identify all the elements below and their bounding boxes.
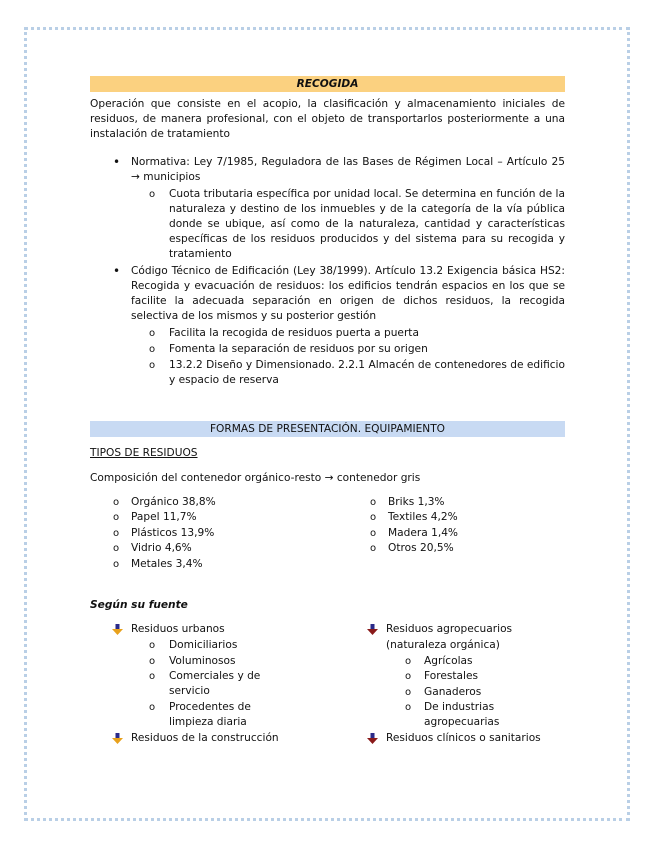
bullet-dot: • <box>113 155 121 169</box>
fuente-heading: Según su fuente <box>90 599 188 611</box>
circle-bullet: o <box>113 528 120 539</box>
circle-bullet: o <box>149 671 156 682</box>
list-item: De industrias agropecuarias <box>424 701 500 728</box>
circle-bullet: o <box>149 360 156 371</box>
urbanos-label: Residuos urbanos <box>131 623 225 635</box>
circle-bullet: o <box>405 656 412 667</box>
recogida-heading: RECOGIDA <box>90 76 565 92</box>
circle-bullet: o <box>370 543 377 554</box>
list-item: Orgánico 38,8% <box>131 496 216 508</box>
circle-bullet: o <box>113 559 120 570</box>
list-item: Procedentes de limpieza diaria <box>169 701 251 728</box>
circle-bullet: o <box>370 497 377 508</box>
list-item: Textiles 4,2% <box>388 511 458 523</box>
list-item: Voluminosos <box>169 655 236 667</box>
circle-bullet: o <box>149 702 156 713</box>
diseno-item: 13.2.2 Diseño y Dimensionado. 2.2.1 Almacén de contenedores de edificio y espacio de reserva <box>169 359 565 386</box>
circle-bullet: o <box>370 512 377 523</box>
arrow-down-icon <box>367 624 378 635</box>
list-item: Agrícolas <box>424 655 473 667</box>
circle-bullet: o <box>149 344 156 355</box>
list-item: Comerciales y de servicio <box>169 670 261 697</box>
normativa-item: Normativa: Ley 7/1985, Reguladora de las Bases de Régimen Local – Artículo 25 → municipios <box>131 156 565 183</box>
circle-bullet: o <box>405 687 412 698</box>
circle-bullet: o <box>149 328 156 339</box>
bullet-dot: • <box>113 264 121 278</box>
arrow-down-icon <box>112 733 123 744</box>
arrow-down-icon <box>367 733 378 744</box>
circle-bullet: o <box>370 528 377 539</box>
circle-bullet: o <box>113 512 120 523</box>
agro-label-line2: (naturaleza orgánica) <box>386 639 500 651</box>
tipos-subheading: TIPOS DE RESIDUOS <box>90 447 198 459</box>
circle-bullet: o <box>405 671 412 682</box>
circle-bullet: o <box>405 702 412 713</box>
recogida-intro: Operación que consiste en el acopio, la clasificación y almacenamiento iniciales de residuos, de manera profesional, con el objeto de transportarlos posteriormente a una instalación de tratamiento <box>90 98 565 140</box>
circle-bullet: o <box>149 189 156 200</box>
list-item: Vidrio 4,6% <box>131 542 192 554</box>
list-item: Papel 11,7% <box>131 511 197 523</box>
list-item: Metales 3,4% <box>131 558 203 570</box>
arrow-down-icon <box>112 624 123 635</box>
circle-bullet: o <box>113 497 120 508</box>
list-item: Plásticos 13,9% <box>131 527 215 539</box>
list-item: Forestales <box>424 670 478 682</box>
circle-bullet: o <box>113 543 120 554</box>
circle-bullet: o <box>149 640 156 651</box>
codigo-tecnico-item: Código Técnico de Edificación (Ley 38/1999). Artículo 13.2 Exigencia básica HS2: Recogida y evacuación de residuos: los edificios tendrán espacios en los que se facilite la adecuada separación en origen de dichos residuos, la recogida selectiva de los mismos y su posterior gestión <box>131 265 565 322</box>
circle-bullet: o <box>149 656 156 667</box>
agro-label-line1: Residuos agropecuarios <box>386 623 513 635</box>
fomenta-item: Fomenta la separación de residuos por su origen <box>169 343 428 355</box>
clinicos-label: Residuos clínicos o sanitarios <box>386 732 541 744</box>
list-item: Briks 1,3% <box>388 496 445 508</box>
list-item: Otros 20,5% <box>388 542 454 554</box>
list-item: Domiciliarios <box>169 639 238 651</box>
list-item: Ganaderos <box>424 686 482 698</box>
construccion-label: Residuos de la construcción <box>131 732 279 744</box>
list-item: Madera 1,4% <box>388 527 459 539</box>
cuota-item: Cuota tributaria específica por unidad local. Se determina en función de la naturaleza y destino de los inmuebles y de la categoría de la vía pública donde se ubique, así como de la naturaleza, cantidad y características específicas de los residuos producidos y del sistema para su recogida y tratamiento <box>169 188 565 260</box>
composition-line: Composición del contenedor orgánico-resto → contenedor gris <box>90 472 421 484</box>
formas-heading: FORMAS DE PRESENTACIÓN. EQUIPAMIENTO <box>90 421 565 437</box>
facilita-item: Facilita la recogida de residuos puerta a puerta <box>169 327 419 339</box>
